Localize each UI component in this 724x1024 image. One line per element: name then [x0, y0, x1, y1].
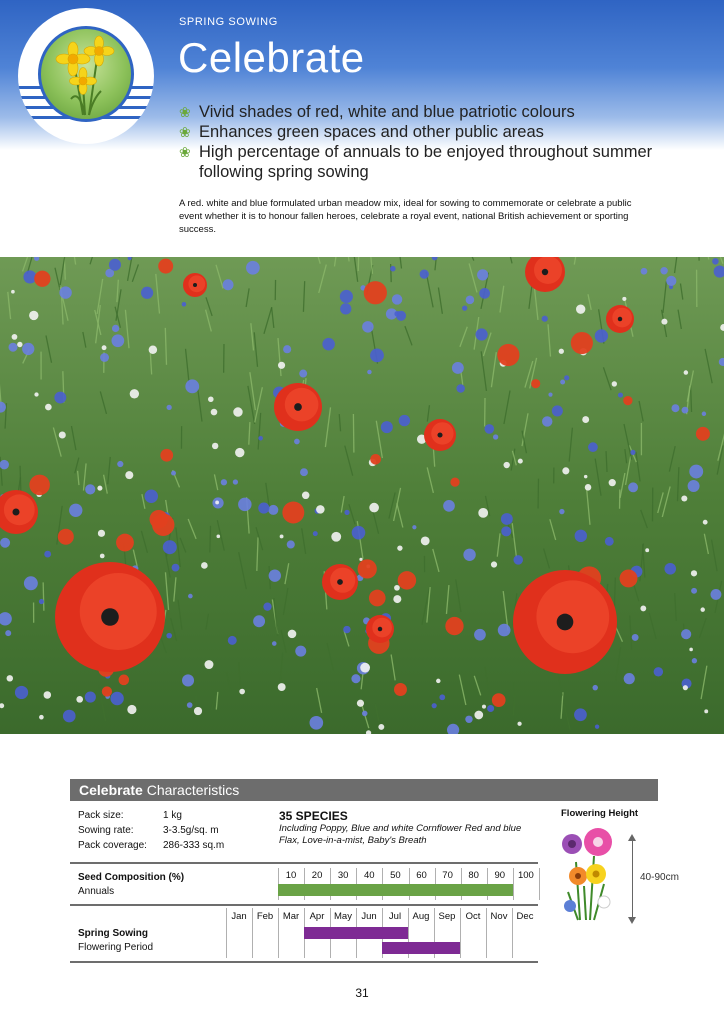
pack-coverage-value: 286-333 sq.m — [163, 840, 225, 851]
species-description: Including Poppy, Blue and white Cornflower Red and blue Flax, Love-in-a-mist, Baby's Breath — [279, 823, 522, 846]
percent-tick-label: 30 — [337, 870, 349, 881]
feature-item: ❀ Enhances green spaces and other public areas — [179, 123, 544, 141]
percent-tick-label: 40 — [364, 870, 375, 881]
flowering-period-bar — [382, 942, 460, 954]
month-label: Feb — [256, 911, 274, 922]
seed-composition-label: Seed Composition (%) — [78, 872, 185, 883]
percent-tick-label: 60 — [416, 870, 427, 881]
page-number: 31 — [355, 986, 369, 1000]
month-label: Nov — [490, 911, 508, 922]
grid-separator — [539, 868, 540, 900]
meadow-illustration — [0, 257, 724, 734]
month-label: Dec — [516, 911, 534, 922]
flowering-height-value: 40-90cm — [640, 872, 679, 883]
logo — [18, 8, 154, 144]
month-label: May — [334, 911, 352, 922]
pack-coverage-label: Pack coverage: — [78, 840, 147, 851]
flower-bouquet-icon — [556, 822, 618, 922]
percent-tick-label: 100 — [517, 870, 534, 881]
pack-size-label: Pack size: — [78, 810, 124, 821]
grid-separator — [460, 908, 461, 958]
grid-separator — [278, 908, 279, 958]
wildflower-meadow-photo — [0, 257, 724, 734]
sowing-rate-label: Sowing rate: — [78, 825, 134, 836]
grid-separator — [486, 908, 487, 958]
flower-bullet-icon: ❀ — [179, 124, 191, 140]
height-arrow-icon — [632, 836, 633, 922]
grid-separator — [226, 908, 227, 958]
feature-item: ❀ High percentage of annuals to be enjoyed throughout summer following spring sowing — [179, 143, 653, 181]
flowering-period-label: Flowering Period — [78, 942, 154, 953]
divider — [70, 904, 538, 906]
divider — [70, 961, 538, 963]
percent-tick-label: 70 — [442, 870, 453, 881]
month-label: Apr — [309, 911, 325, 922]
characteristics-header: Celebrate Characteristics — [70, 779, 658, 801]
grid-separator — [252, 908, 253, 958]
intro-text: A red. white and blue formulated urban meadow mix, ideal for sowing to commemorate or celebrate a public event whether it is to honour fallen heroes, celebrate a royal event, national British achievement or sporting success. — [179, 198, 632, 235]
month-label: Jul — [388, 911, 402, 922]
month-label: Oct — [465, 911, 481, 922]
divider — [70, 862, 538, 864]
month-label: Sep — [438, 911, 456, 922]
month-label: Jan — [231, 911, 247, 922]
month-label: Jun — [361, 911, 377, 922]
month-label: Aug — [412, 911, 430, 922]
annuals-label: Annuals — [78, 886, 115, 897]
spring-sowing-label: Spring Sowing — [78, 928, 148, 939]
flowering-height-label: Flowering Height — [561, 808, 639, 819]
spring-sowing-bar — [304, 927, 408, 939]
flower-bullet-icon: ❀ — [179, 144, 191, 160]
sowing-rate-value: 3-3.5g/sq. m — [163, 825, 219, 836]
percent-tick-label: 10 — [285, 870, 297, 881]
percent-tick-label: 20 — [311, 870, 323, 881]
page-title: Celebrate — [178, 34, 365, 81]
section-label: SPRING SOWING — [179, 16, 278, 28]
percent-tick-label: 80 — [468, 870, 479, 881]
grid-separator — [512, 908, 513, 958]
percent-tick-label: 90 — [494, 870, 506, 881]
month-label: Mar — [282, 911, 300, 922]
daffodil-icon — [38, 26, 134, 122]
annuals-bar — [278, 884, 513, 896]
feature-list — [179, 102, 699, 182]
species-count: 35 SPECIES — [279, 809, 348, 823]
feature-item: ❀ Vivid shades of red, white and blue patriotic colours — [179, 103, 575, 121]
pack-size-value: 1 kg — [163, 810, 182, 821]
percent-tick-label: 50 — [390, 870, 401, 881]
flower-bullet-icon: ❀ — [179, 104, 191, 120]
